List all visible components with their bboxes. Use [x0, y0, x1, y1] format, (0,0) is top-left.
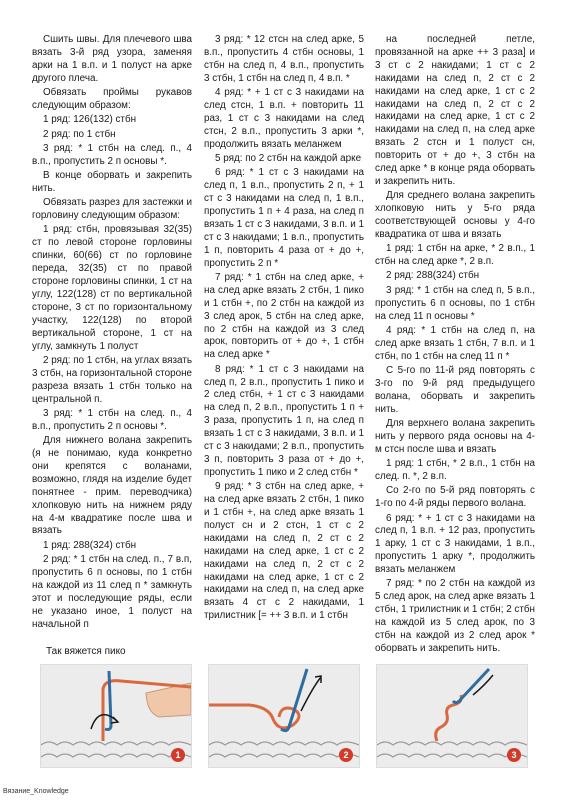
instruction-paragraph: 3 ряд: * 1 стбн на след. п., 4 в.п., пропустить 2 п основы *. — [32, 407, 192, 432]
pico-step-1-illustration — [40, 664, 192, 768]
instruction-paragraph: 2 ряд: 288(324) стбн — [386, 270, 480, 282]
instruction-paragraph: 5 ряд: по 2 стбн на каждой арке — [215, 152, 362, 164]
instruction-paragraph: Для верхнего волана закрепить нить у первого ряда основы на 4-м стсн после шва и вязать — [375, 418, 535, 455]
instruction-paragraph: Для среднего волана закрепить хлопковую нить у 5-го ряда соответствующей основы у 4-го квадратика от шва и вязать — [375, 190, 535, 240]
instruction-paragraph: 7 ряд: * по 2 стбн на каждой из 5 след арок, на след арке вязать 1 стбн, 1 трилистник и 1 стбн; 2 стбн на каждой из 5 след арок, по 3 стбн на каждой из 2 след арок * оборвать и закрепить нить. — [375, 578, 535, 654]
instruction-paragraph: 2 ряд: по 1 стбн — [43, 128, 116, 140]
pico-step-3-illustration — [376, 664, 528, 768]
instruction-paragraph: 8 ряд: * 1 ст с 3 накидами на след п, 2 в.п., пропустить 1 пико и 2 след стбн, + 1 ст с 3 накидами на след п, 2 в.п., пропустить 1 п + 3 раза, пропустить 1 п, на след п вязать 1 ст с 3 накидами, 3 в.п. и 1 ст с 3 накидами; 2 в.п., пропустить 3 п, повторить 3 раза от + до +, пропустить 1 пико и 2 след стбн * — [204, 363, 364, 478]
hook — [281, 669, 307, 731]
watermark: Вязание_Knowledge — [3, 788, 69, 795]
instruction-paragraph: 4 ряд: * 1 стбн на след п, на след арке вязать 1 стбн, 7 в.п. и 1 стбн, по 1 стбн на след 11 п * — [375, 324, 535, 362]
fabric-stitches — [209, 742, 359, 757]
text-column-1 — [32, 34, 192, 633]
instruction-paragraph: 2 ряд: * 1 стбн на след. п., 7 в.п, пропустить 6 п основы, по 1 стбн на каждой из 11 след п * замкнуть этот и последующие ряды, если не указано иное, 1 полуст на начальной п — [32, 554, 192, 630]
instruction-paragraph: Обвязать разрез для застежки и горловину следующим образом: — [32, 197, 192, 222]
instruction-paragraph: 3 ряд: * 1 стбн на след п, 5 в.п., пропустить 6 п основы, по 1 стбн на след 11 п основы * — [375, 284, 535, 322]
instruction-paragraph: 1 ряд: 288(324) стбн — [43, 539, 137, 551]
instruction-paragraph: 1 ряд: 126(132) стбн — [43, 114, 137, 126]
instruction-paragraph: на последней петле, провязанной на арке ++ 3 раза] и 3 ст с 2 накидами; 1 ст с 2 накидами на след п, 2 ст с 2 накидами на след арке, 1 ст с 2 накидами на след п, 2 ст с 2 накидами на след арке, 1 ст с 2 накидами на след п, на след арке вязать 2 стсн и 1 полуст сн, повторить от + до +, 3 стбн на след арке * в конце ряда оборвать и закрепить нить. — [375, 34, 535, 187]
instruction-paragraph: С 5-го по 11-й ряд повторять с 3-го по 9-й ряд предыдущего волана, оборвать и закрепить нить. — [375, 365, 535, 415]
step-number-badge: 2 — [339, 748, 353, 762]
figure-caption: Так вяжется пико — [46, 646, 126, 657]
pico-step-3-drawing — [377, 665, 527, 767]
instruction-paragraph: 1 ряд: 1 стбн на арке, * 2 в.п., 1 стбн на след арке *, 2 в.п. — [375, 243, 535, 268]
instruction-paragraph: 1 ряд: 1 стбн, * 2 в.п., 1 стбн на след. п. *, 2 в.п. — [375, 458, 535, 483]
instruction-paragraph: Обвязать проймы рукавов следующим образом: — [32, 87, 192, 111]
text-column-2 — [204, 34, 364, 625]
hand — [146, 683, 191, 717]
fabric-stitches — [377, 742, 527, 757]
instruction-paragraph: 7 ряд: * 1 стбн на след арке, + на след арке вязать 2 стбн, 1 пико и 1 стбн +, по 2 стбн на каждой из 3 след арок, 5 стбн на след арке, по 2 стбн на каждой из 3 след арок, повторить от + до +, 1 стбн на след арке * — [204, 271, 364, 361]
instruction-paragraph: 2 ряд: по 1 стбн, на углах вязать 3 стбн, на горизонтальной стороне разреза вязать 1 стбн только на центральной п. — [32, 354, 193, 405]
step-number-badge: 3 — [507, 748, 521, 762]
instruction-paragraph: 4 ряд: * + 1 ст с 3 накидами на след стсн, 1 в.п. + повторить 11 раз, 1 ст с 3 накидами на след стсн, 2 в.п., пропустить 3 арки *, продолжить вязать меланжем — [204, 87, 364, 150]
instruction-paragraph: В конце оборвать и закрепить нить. — [32, 170, 192, 194]
fabric-stitches — [41, 742, 191, 757]
pico-step-2-illustration — [208, 664, 360, 768]
text-column-3 — [375, 34, 535, 657]
instruction-paragraph: 3 ряд: * 12 стсн на след арке, 5 в.п., пропустить 4 стбн основы, 1 стбн на след п, 4 в.п., пропустить 3 стбн, 1 стбн на след п, 4 в.п. * — [204, 34, 364, 84]
hook — [105, 671, 111, 730]
pico-step-1-drawing — [41, 665, 191, 767]
instruction-paragraph: 1 ряд: стбн, провязывая 32(35) ст по левой стороне горловины спинки, 60(66) ст по горловине переда, 32(35) ст по правой стороне горловины спинки, 1 ст на углу, 122(128) ст по вертикальной стороне, 3 ст по горизонтальному участку, 122(128) по второй вертикальной стороне, 1 ст на углу, замкнуть 1 полуст — [32, 224, 192, 352]
yarn — [209, 705, 299, 728]
instruction-paragraph: 9 ряд: * 3 стбн на след арке, + на след арке вязать 2 стбн, 1 пико и 1 стбн +, на след арке вязать 1 полуст сн и 2 стсн, 1 ст с 2 накидами на след п, 2 ст с 2 накидами на след арке, 1 ст с 2 накидами на след п, 2 ст с 2 накидами на след арке, 1 ст с 2 накидами на след п, на след арке вязать 4 ст с 2 накидами, 1 трилистник [= ++ 3 в.п. и 1 стбн — [204, 481, 364, 622]
pico-step-2-drawing — [209, 665, 359, 767]
instruction-paragraph: 3 ряд: * 1 стбн на след. п., 4 в.п., пропустить 2 п основы *. — [32, 142, 192, 167]
step-number-badge: 1 — [171, 748, 185, 762]
instruction-paragraph: 6 ряд: * 1 ст с 3 накидами на след п, 1 в.п., пропустить 2 п, + 1 ст с 3 накидами на след п, 1 в.п., пропустить 1 п + 4 раза, на след п вязать 1 ст с 3 накидами, 3 в.п. и 1 ст с 3 накидами; 1 в.п., пропустить 1 п, повторить 4 раза от + до +, пропустить 2 п * — [204, 167, 364, 269]
instruction-paragraph: 6 ряд: * + 1 ст с 3 накидами на след п, 1 в.п. + 12 раз, пропустить 1 арку, 1 ст с 3 накидами, 1 в.п., пропустить 1 арку *, продолжить вязать меланжем — [375, 512, 535, 576]
instruction-paragraph: Со 2-го по 5-й ряд повторять с 1-го по 4-й ряды первого волана. — [375, 485, 535, 510]
instruction-paragraph: Для нижнего волана закрепить (я не понимаю, куда конкретно они крепятся с воланами, возможно, глядя на изделие будет понятнее - прим. переводчика) хлопковую нить на нижнем ряду на 4-м квадратике после шва и вязать — [32, 435, 192, 537]
instruction-paragraph: Сшить швы. Для плечевого шва вязать 3-й ряд узора, заменяя арки на 1 в.п. и 1 полуст на арке другого плеча. — [32, 34, 192, 84]
